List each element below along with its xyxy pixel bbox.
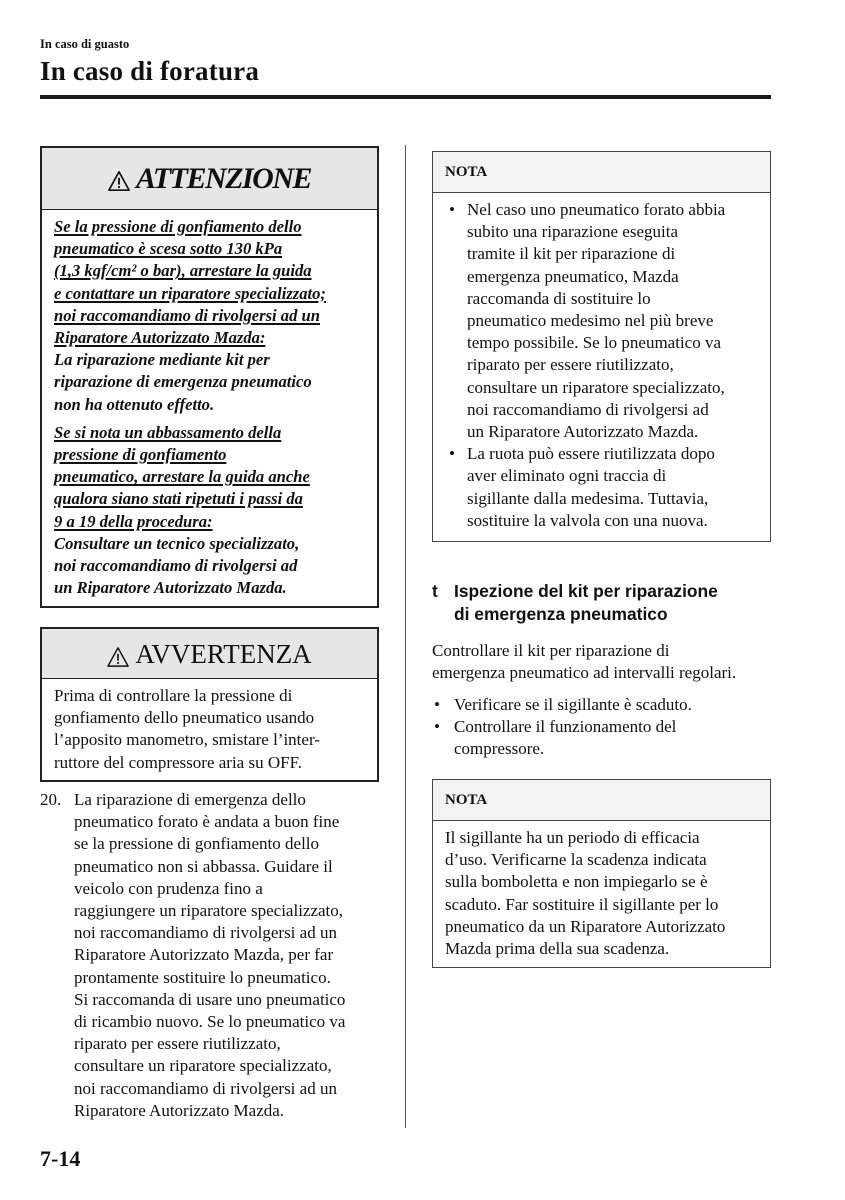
nota1-b1-line-1: Nel caso uno pneumatico forato abbia [467, 200, 726, 219]
step-number: 20. [40, 790, 62, 809]
attenzione-p1-line-7: La riparazione mediante kit per [54, 350, 270, 370]
nota-box-2 [432, 779, 771, 968]
section-label: In caso di guasto [40, 37, 130, 51]
step-line-8: Riparatore Autorizzato Mazda, per far [74, 945, 334, 965]
list-item [445, 199, 758, 443]
nota-header: NOTA [433, 152, 770, 193]
step-text [74, 789, 380, 1122]
check-2-line-2: compressore. [454, 739, 545, 759]
attenzione-p1-line-9: non ha ottenuto effetto. [54, 394, 215, 414]
avvertenza-title: AVVERTENZA [135, 639, 312, 669]
attenzione-body [42, 210, 377, 599]
nota2-line-6: Mazda prima della sua scadenza. [445, 939, 670, 959]
step-line-12: riparato per essere riutilizzato, [74, 1034, 281, 1054]
list-item [432, 716, 777, 760]
nota2-line-3: sulla bomboletta e non impiegarlo se è [445, 872, 708, 892]
attenzione-p2-line-7: noi raccomandiamo di rivolgersi ad [54, 556, 298, 576]
avvertenza-box [40, 627, 379, 782]
attenzione-box [40, 146, 379, 608]
nota1-b1-line-9: consultare un riparatore specializzato, [467, 377, 725, 397]
warning-triangle-icon [108, 170, 130, 192]
step-20 [40, 789, 380, 1122]
nota-body [433, 193, 770, 532]
nota1-b1-line-5: raccomanda di sostituire lo [467, 288, 651, 308]
nota1-b2-line-1: La ruota può essere riutilizzata dopo [467, 444, 715, 464]
avvertenza-line-1: Prima di controllare la pressione di [54, 686, 293, 705]
inspection-para-line-1: Controllare il kit per riparazione di [432, 641, 670, 660]
step-line-7: noi raccomandiamo di rivolgersi ad un [74, 923, 337, 943]
step-line-2: pneumatico forato è andata a buon fine [74, 812, 340, 832]
nota1-b2-line-2: aver eliminato ogni traccia di [467, 466, 667, 486]
nota-box-1 [432, 151, 771, 542]
attenzione-p2-line-4: qualora siano stati ripetuti i passi da [54, 489, 303, 509]
nota2-line-4: scaduto. Far sostituire il sigillante per lo [445, 894, 719, 914]
attenzione-p1-line-2: pneumatico è scesa sotto 130 kPa [54, 239, 283, 259]
avvertenza-line-3: l’apposito manometro, smistare l’inter- [54, 730, 320, 750]
nota1-b2-line-3: sigillante dalla medesima. Tuttavia, [467, 488, 709, 508]
inspection-heading-line-2: di emergenza pneumatico [454, 604, 668, 624]
attenzione-title: ATTENZIONE [135, 162, 312, 195]
inspection-heading [432, 580, 777, 626]
list-item [432, 694, 777, 716]
attenzione-p2-line-8: un Riparatore Autorizzato Mazda. [54, 578, 287, 598]
nota1-b1-line-4: emergenza pneumatico, Mazda [467, 266, 679, 286]
attenzione-p1-line-8: riparazione di emergenza pneumatico [54, 372, 312, 392]
step-line-13: consultare un riparatore specializzato, [74, 1056, 332, 1076]
inspection-paragraph [432, 640, 777, 684]
step-line-15: Riparatore Autorizzato Mazda. [74, 1100, 285, 1120]
nota1-b1-line-10: noi raccomandiamo di rivolgersi ad [467, 399, 709, 419]
step-line-11: di ricambio nuovo. Se lo pneumatico va [74, 1012, 346, 1032]
check-2-line-1: Controllare il funzionamento del [454, 717, 677, 737]
title-rule [40, 95, 771, 99]
attenzione-p2-line-1: Se si nota un abbassamento della [54, 422, 282, 442]
attenzione-p1-line-3: (1,3 kgf/cm² o bar), arrestare la guida [54, 261, 312, 281]
attenzione-paragraph-2 [54, 422, 365, 600]
attenzione-p2-line-3: pneumatico, arrestare la guida anche [54, 467, 310, 487]
column-divider [405, 145, 406, 1128]
step-line-3: se la pressione di gonfiamento dello [74, 834, 320, 854]
inspection-para-line-2: emergenza pneumatico ad intervalli regolari. [432, 663, 737, 683]
nota-header: NOTA [433, 780, 770, 821]
nota1-b1-line-8: riparato per essere riutilizzato, [467, 355, 674, 375]
step-line-9: prontamente sostituire lo pneumatico. [74, 967, 331, 987]
step-line-1: La riparazione di emergenza dello [74, 790, 306, 809]
avvertenza-body [42, 679, 377, 774]
avvertenza-header [42, 629, 377, 679]
attenzione-p2-line-6: Consultare un tecnico specializzato, [54, 533, 300, 553]
avvertenza-line-2: gonfiamento dello pneumatico usando [54, 708, 315, 728]
step-line-10: Si raccomanda di usare uno pneumatico [74, 989, 346, 1009]
step-line-4: pneumatico non si abbassa. Guidare il [74, 856, 333, 876]
step-line-6: raggiungere un riparatore specializzato, [74, 901, 344, 921]
check-1-line-1: Verificare se il sigillante è scaduto. [454, 695, 692, 714]
avvertenza-line-4: ruttore del compressore aria su OFF. [54, 752, 302, 772]
inspection-heading-line-1: Ispezione del kit per riparazione [454, 581, 718, 601]
nota2-line-2: d’uso. Verificarne la scadenza indicata [445, 850, 707, 870]
nota1-b1-line-3: tramite il kit per riparazione di [467, 244, 676, 264]
warning-triangle-icon [107, 646, 129, 668]
attenzione-p1-line-5: noi raccomandiamo di rivolgersi ad un [54, 305, 320, 325]
nota2-line-1: Il sigillante ha un periodo di efficacia [445, 828, 700, 847]
step-line-5: veicolo con prudenza fino a [74, 878, 263, 898]
inspection-checklist [432, 694, 777, 761]
nota1-b1-line-7: tempo possibile. Se lo pneumatico va [467, 333, 722, 353]
nota-body [433, 821, 770, 960]
attenzione-p1-line-6: Riparatore Autorizzato Mazda: [54, 328, 266, 348]
attenzione-header [42, 148, 377, 210]
attenzione-p1-line-1: Se la pressione di gonfiamento dello [54, 217, 302, 236]
nota1-b2-line-4: sostituire la valvola con una nuova. [467, 510, 708, 530]
page-number: 7-14 [40, 1146, 81, 1171]
attenzione-p2-line-5: 9 a 19 della procedura: [54, 511, 213, 531]
step-line-14: noi raccomandiamo di rivolgersi ad un [74, 1078, 337, 1098]
list-item [445, 443, 758, 532]
nota1-b1-line-6: pneumatico medesimo nel più breve [467, 311, 714, 331]
attenzione-paragraph-1 [54, 216, 365, 416]
nota1-b1-line-2: subito una riparazione eseguita [467, 222, 679, 242]
heading-marker-icon: t [432, 581, 438, 601]
nota1-b1-line-11: un Riparatore Autorizzato Mazda. [467, 422, 699, 442]
attenzione-p1-line-4: e contattare un riparatore specializzato; [54, 283, 326, 303]
nota2-line-5: pneumatico da un Riparatore Autorizzato [445, 916, 726, 936]
page-title: In caso di foratura [40, 56, 260, 86]
attenzione-p2-line-2: pressione di gonfiamento [54, 445, 227, 465]
